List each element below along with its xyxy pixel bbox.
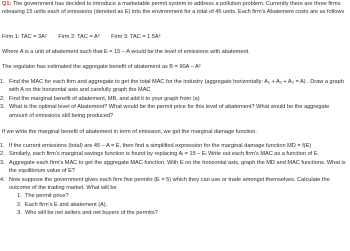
- part-one-questions: [0, 78, 346, 120]
- firm-3-cost: Firm 3: TAC = 1.5A²: [111, 34, 161, 40]
- transition-paragraph: If we write the marginal benefit of abatement in term of emission, we get the marginal damage function.: [2, 129, 257, 135]
- part-two-item: 3. Aggregate each firm's MAC to get the aggregate MAC function. With E on the horizontal axis, graph the MD and MAC functions. What is the equilibrium value of E?: [0, 159, 346, 175]
- intro-paragraph: [2, 0, 346, 17]
- firm-2-cost: Firm 2: TAC = A²: [58, 34, 100, 40]
- sub-item: 3. Who will be net sellers and net buyers of the permits?: [17, 210, 158, 217]
- trading-outcome-subquestions: [9, 192, 346, 217]
- firm-cost-list: [2, 33, 346, 41]
- intro-text: The government has decided to introduce a marketable permit system to address a pollution problem. Currently there are three firms releasing 15 units each of emissions (denoted as E) into the environment for a total of 45 units. Each firm's Abatement costs are as follows: [2, 1, 345, 16]
- part-one-item: 3. What is the optimal level of Abatement? What would be the permit price for this level of abatement? What would be the aggregate amount of emissions still being produced?: [0, 104, 330, 119]
- part-two-item: 2. Similarly, each firm's marginal savings function is found by replacing Aᵢ = 15 – Eᵢ Write out each firm's MAC as a function of E.: [0, 151, 320, 158]
- sub-item: 2. Each firm's E and abatement (A).: [17, 201, 108, 208]
- sub-item: 1. The permit price?: [17, 193, 69, 200]
- part-one-item: 2. Find the marginal benefit of abatement, MB, and add it to your graph from (a): [0, 95, 200, 102]
- firm-1-cost: Firm 1: TAC = 3A²: [2, 34, 47, 40]
- abatement-definition: Where A is a unit of abatement such that E = 15 – A would be the level of emissions with abatement.: [2, 49, 250, 55]
- part-two-item: 1. If the current emissions (total) are 45 – A = E, then find a simplified expression for the marginal damage function MD = f(E): [0, 143, 312, 149]
- part-one-item: 1. Find the MAC for each firm and aggregate to get the total MAC for the industry (aggregate horizontally: A₁ + A₂ + A₃ = A) . Draw a graph with A on the horizontal axis and carefully graph the MAC: [0, 79, 344, 94]
- part-two-item: 4. Now suppose the government gives each firm five permits (E = 5) which they can use or trade amongst themselves. Calculate the outcome of the trading market. What will be 1. The permit price? 2. Each firm's E and abatement (A). 3. Who will be net sellers and net buyers of the permits?: [0, 176, 346, 218]
- question-label: Q1:: [2, 1, 12, 7]
- part-two-questions: [0, 142, 346, 218]
- regulator-benefit: The regulator has estimated the aggregate benefit of abatement as B = 90A – A²: [2, 64, 201, 70]
